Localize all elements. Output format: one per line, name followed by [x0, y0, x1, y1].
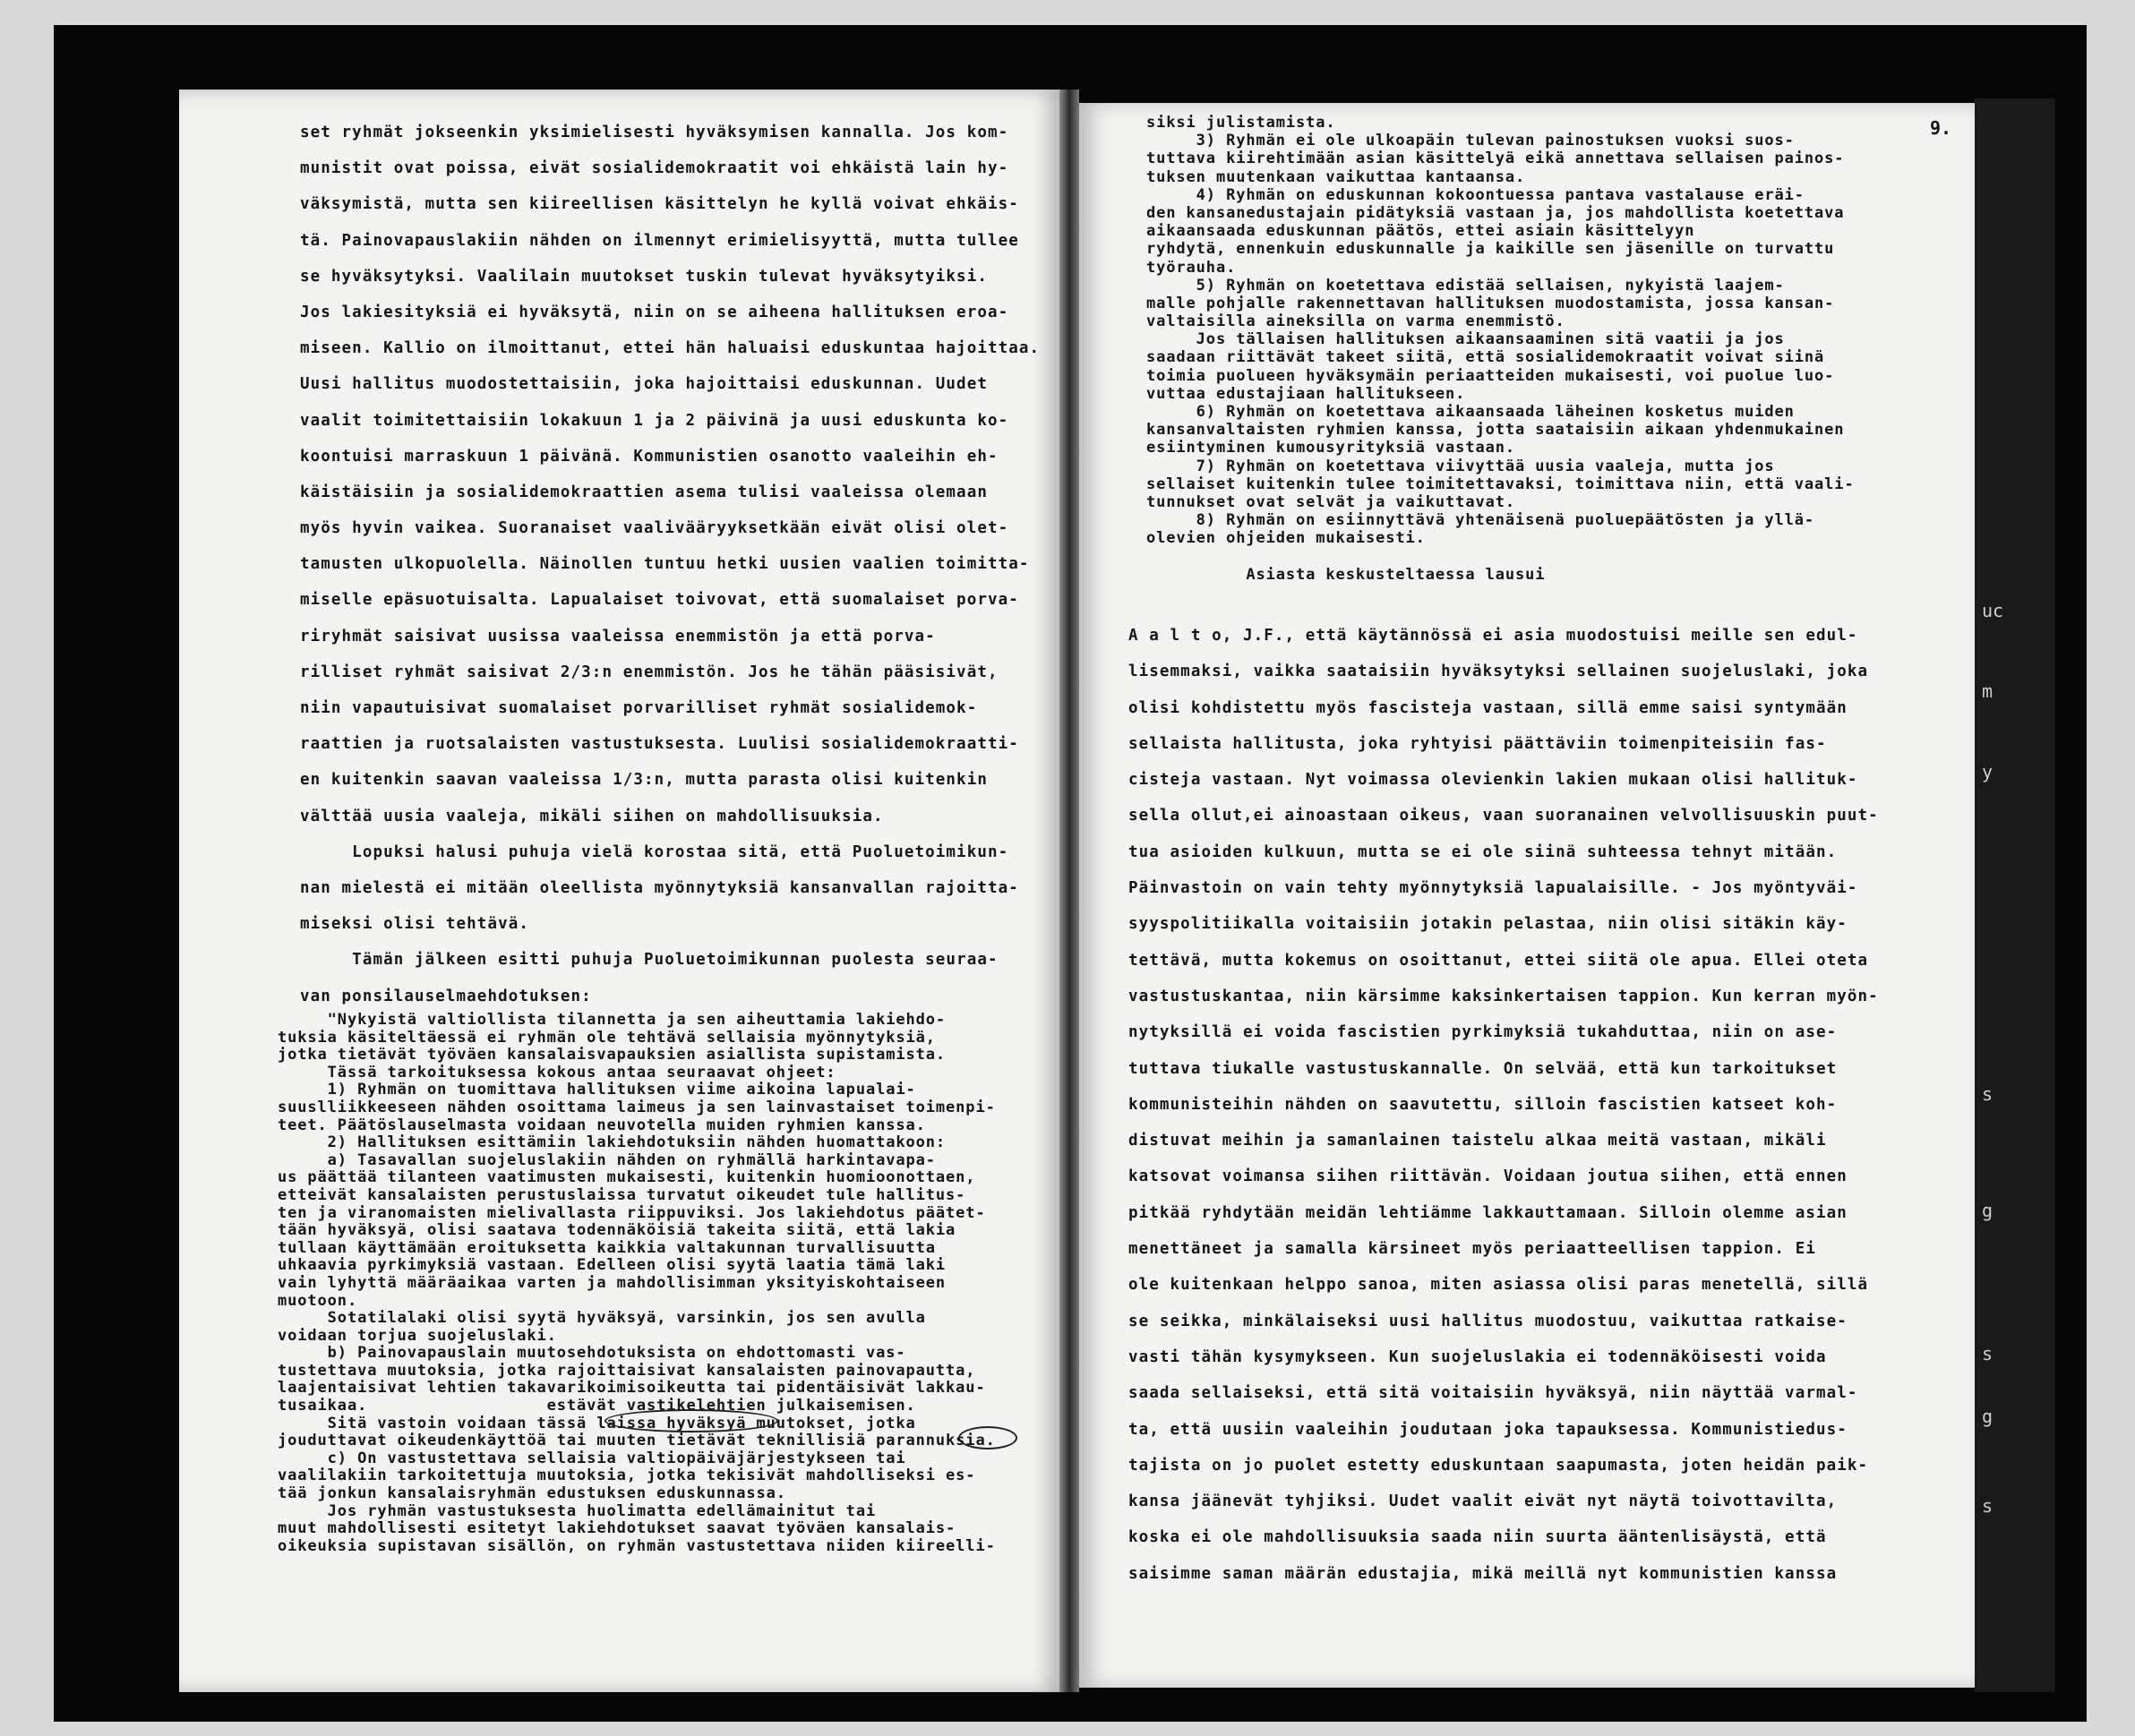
text-line: Asiasta keskusteltaessa lausui	[1146, 565, 1546, 584]
text-line: vaalit toimitettaisiin lokakuun 1 ja 2 päivinä ja uusi eduskunta ko-	[300, 411, 1009, 430]
text-line: välttää uusia vaaleja, mikäli siihen on mahdollisuuksia.	[300, 807, 884, 825]
text-line: valtaisilla aineksilla on varma enemmistö.	[1146, 312, 1565, 331]
text-line: cisteja vastaan. Nyt voimassa olevienkin lakien mukaan olisi hallituk-	[1128, 771, 1858, 790]
book-spine	[1059, 90, 1079, 1692]
left-main-text	[300, 115, 1040, 1014]
right-page	[1079, 103, 1975, 1688]
text-line: saisimme saman määrän edustajia, mikä meillä nyt kommunistien kanssa	[1128, 1564, 1838, 1583]
text-line: a) Tasavallan suojeluslakiin nähden on ryhmällä harkintavapa-	[278, 1150, 936, 1169]
text-line: väksymistä, mutta sen kiireellisen käsittelyn he kyllä voivat ehkäis-	[300, 195, 1019, 214]
next-page-edge	[1975, 98, 2055, 1692]
text-line: olisi kohdistettu myös fascisteja vastaan, sillä emme saisi syntymään	[1128, 698, 1848, 717]
text-line: riryhmät saisivat uusissa vaaleissa enemmistön ja että porva-	[300, 627, 936, 646]
text-line: myös hyvin vaikea. Suoranaiset vaalivääryyksetkään eivät olisi olet-	[300, 519, 1009, 538]
text-line: Tämän jälkeen esitti puhuja Puoluetoimikunnan puolesta seuraa-	[300, 951, 999, 970]
text-line: tustettava muutoksia, jotka rajoittaisivat kansalaisten painovapautta,	[278, 1361, 976, 1380]
text-line: syyspolitiikalla voitaisiin jotakin pelastaa, niin olisi sitäkin käy-	[1128, 915, 1848, 934]
text-line: Jos tällaisen hallituksen aikaansaaminen sitä vaatii ja jos	[1146, 330, 1785, 349]
page-number: 9.	[1930, 117, 1952, 139]
text-line: menettäneet ja samalla kärsineet myös periaatteellisen tappion. Ei	[1128, 1240, 1816, 1259]
text-line: miseksi olisi tehtävä.	[300, 915, 529, 934]
text-line: tuttava kiirehtimään asian käsittelyä eikä annettava sellaisen painos-	[1146, 150, 1845, 168]
text-line: sellaiset kuitenkin tulee toimitettavaksi, toimittava niin, että vaali-	[1146, 475, 1855, 493]
text-line: toimia puolueen hyväksymäin periaatteiden mukaisesti, voi puolue luo-	[1146, 366, 1835, 385]
text-line: niin vapautuisivat suomalaiset porvarilliset ryhmät sosialidemok-	[300, 699, 978, 717]
text-line: "Nykyistä valtiollista tilannetta ja sen aiheuttamia lakiehdo-	[278, 1011, 947, 1029]
text-line: 1) Ryhmän on tuomittava hallituksen viime aikoina lapualai-	[278, 1081, 916, 1099]
left-page	[179, 90, 1061, 1692]
text-line: jouduttavat oikeudenkäyttöä tai muuten tietävät teknillisiä parannuksia.	[278, 1432, 996, 1450]
text-line: jotka tietävät työväen kansalaisvapauksien asiallista supistamista.	[278, 1046, 947, 1065]
text-line: tettävä, mutta kokemus on osoittanut, ettei siitä ole apua. Ellei oteta	[1128, 951, 1869, 970]
text-line: muut mahdollisesti esitetyt lakiehdotukset saavat työväen kansalais-	[278, 1519, 956, 1538]
text-line: 6) Ryhmän on koetettava aikaansaada läheinen kosketus muiden	[1146, 403, 1795, 421]
handwritten-circle-mark	[604, 1409, 778, 1432]
text-line: pitkää ryhdytään meidän lehtiämme lakkauttamaan. Silloin olemme asian	[1128, 1203, 1848, 1222]
edge-mark: m	[1982, 680, 1994, 702]
text-line: b) Painovapauslain muutosehdotuksista on ehdottomasti vas-	[278, 1344, 906, 1363]
text-line: saada sellaiseksi, että sitä voitaisiin hyväksyä, niin näyttää varmal-	[1128, 1384, 1858, 1403]
text-line: ryhdytä, ennenkuin eduskunnalle ja kaikille sen jäsenille on turvattu	[1146, 240, 1835, 259]
text-line: 3) Ryhmän ei ole ulkoapäin tulevan painostuksen vuoksi suos-	[1146, 132, 1795, 150]
text-line: se hyväksytyksi. Vaalilain muutokset tuskin tulevat hyväksytyiksi.	[300, 267, 988, 286]
text-line: nan mielestä ei mitään oleellista myönnytyksiä kansanvallan rajoitta-	[300, 878, 1019, 897]
text-line: koska ei ole mahdollisuuksia saada niin suurta ääntenlisäystä, että	[1128, 1528, 1827, 1547]
text-line: se seikka, minkälaiseksi uusi hallitus muodostuu, vaikuttaa ratkaise-	[1128, 1312, 1848, 1330]
text-line: distuvat meihin ja samanlainen taistelu alkaa meitä vastaan, mikäli	[1128, 1132, 1827, 1150]
text-line: Uusi hallitus muodostettaisiin, joka hajoittaisi eduskunnan. Uudet	[300, 375, 988, 394]
text-line: Sotatilalaki olisi syytä hyväksyä, varsinkin, jos sen avulla	[278, 1309, 926, 1328]
text-line: ole kuitenkaan helppo sanoa, miten asiassa olisi paras menetellä, sillä	[1128, 1276, 1869, 1295]
text-line: käistäisiin ja sosialidemokraattien asema tulisi vaaleissa olemaan	[300, 483, 988, 501]
edge-mark: g	[1982, 1200, 1994, 1221]
text-line: 4) Ryhmän on eduskunnan kokoontuessa pantava vastalause eräi-	[1146, 185, 1805, 204]
text-line: Jos ryhmän vastustuksesta huolimatta edellämainitut tai	[278, 1501, 877, 1520]
text-line: Lopuksi halusi puhuja vielä korostaa sitä, että Puoluetoimikun-	[300, 842, 1009, 861]
text-line: tään hyväksyä, olisi saatava todennäköisiä takeita siitä, että lakia	[278, 1221, 956, 1240]
text-line: esiintyminen kumousyrityksiä vastaan.	[1146, 439, 1515, 458]
text-line: kansanvaltaisten ryhmien kanssa, jotta saataisiin aikaan yhdenmukainen	[1146, 421, 1845, 440]
text-line: Sitä vastoin voidaan tässä laissa hyväksyä muutokset, jotka	[278, 1414, 916, 1432]
text-line: tamusten ulkopuolella. Näinollen tuntuu hetki uusien vaalien toimitta-	[300, 555, 1030, 574]
text-line	[1146, 548, 1855, 566]
text-line: katsovat voimansa siihen riittävän. Voidaan joutua siihen, että ennen	[1128, 1167, 1848, 1186]
text-line: munistit ovat poissa, eivät sosialidemokraatit voi ehkäistä lain hy-	[300, 159, 1009, 178]
edge-mark: g	[1982, 1406, 1994, 1427]
text-line: tusaikaa. estävät vastikelehtien julkaisemisen.	[278, 1397, 916, 1415]
text-line: työrauha.	[1146, 258, 1237, 277]
text-line: malle pohjalle rakennettavan hallituksen muodostamista, jossa kansan-	[1146, 294, 1835, 312]
text-line: vaalilakiin tarkoitettuja muutoksia, jotka tekisivät mahdolliseksi es-	[278, 1467, 976, 1485]
text-line: tajista on jo puolet estetty eduskuntaan saapumasta, joten heidän paik-	[1128, 1456, 1869, 1475]
text-line: nytyksillä ei voida fascistien pyrkimyksiä tukahduttaa, niin on ase-	[1128, 1023, 1838, 1042]
text-line: van ponsilauselmaehdotuksen:	[300, 987, 592, 1005]
text-line: en kuitenkin saavan vaaleissa 1/3:n, mutta parasta olisi kuitenkin	[300, 771, 988, 790]
text-line: laajentaisivat lehtien takavarikoimisoikeutta tai pidentäisivät lakkau-	[278, 1379, 986, 1398]
text-line: teet. Päätöslauselmasta voidaan neuvotella muiden ryhmien kanssa.	[278, 1116, 926, 1134]
text-line: 5) Ryhmän on koetettava edistää sellaisen, nykyistä laajem-	[1146, 276, 1785, 295]
text-line: vain lyhyttä määräaikaa varten ja mahdollisimman yksityiskohtaiseen	[278, 1273, 947, 1292]
text-line: vuttaa edustajiaan hallitukseen.	[1146, 384, 1466, 403]
text-line: A a l t o, J.F., että käytännössä ei asia muodostuisi meille sen edul-	[1128, 627, 1858, 645]
text-line: oikeuksia supistavan sisällön, on ryhmän vastustettava niiden kiireelli-	[278, 1536, 996, 1555]
text-line: olevien ohjeiden mukaisesti.	[1146, 529, 1426, 548]
text-line: kommunisteihin nähden on saavutettu, silloin fascistien katseet koh-	[1128, 1095, 1838, 1114]
text-line: etteivät kansalaisten perustuslaissa turvatut oikeudet tule hallitus-	[278, 1185, 966, 1204]
handwritten-circle-mark	[958, 1426, 1017, 1450]
text-line: siksi julistamista.	[1146, 114, 1336, 132]
text-line: tullaan käyttämään eroituksetta kaikkia valtakunnan turvallisuutta	[278, 1238, 936, 1257]
text-line: rilliset ryhmät saisivat 2/3:n enemmistön. Jos he tähän pääsisivät,	[300, 663, 999, 681]
text-line: 2) Hallituksen esittämiin lakiehdotuksiin nähden huomattakoon:	[278, 1133, 947, 1152]
text-line: raattien ja ruotsalaisten vastustuksesta. Luulisi sosialidemokraatti-	[300, 735, 1019, 754]
text-line: set ryhmät jokseenkin yksimielisesti hyväksymisen kannalla. Jos kom-	[300, 124, 1009, 141]
edge-mark: s	[1982, 1083, 1994, 1105]
text-line: tuttava tiukalle vastustuskannalle. On selvää, että kun tarkoitukset	[1128, 1059, 1838, 1078]
edge-mark: y	[1982, 761, 1994, 782]
text-line: tä. Painovapauslakiin nähden on ilmennyt erimielisyyttä, mutta tullee	[300, 231, 1019, 250]
text-line: Päinvastoin on vain tehty myönnytyksiä lapualaisille. - Jos myöntyväi-	[1128, 879, 1858, 898]
edge-mark: s	[1982, 1495, 1994, 1517]
text-line: suuslliikkeeseen nähden osoittama laimeus ja sen lainvastaiset toimenpi-	[278, 1098, 996, 1116]
text-line: c) On vastustettava sellaisia valtiopäiväjärjestykseen tai	[278, 1449, 906, 1467]
edge-mark: uc	[1982, 600, 2004, 621]
text-line: tää jonkun kansalaisryhmän edustuksen eduskunnassa.	[278, 1484, 786, 1503]
right-main-text	[1128, 618, 1879, 1592]
text-line: tuksen muutenkaan vaikuttaa kantaansa.	[1146, 167, 1526, 186]
text-line: miselle epäsuotuisalta. Lapualaiset toivovat, että suomalaiset porva-	[300, 591, 1019, 610]
text-line: saadaan riittävät takeet siitä, että sosialidemokraatit voivat siinä	[1146, 348, 1825, 367]
text-line: lisemmaksi, vaikka saataisiin hyväksytyksi sellainen suojeluslaki, joka	[1128, 663, 1869, 681]
text-line: 7) Ryhmän on koetettava viivyttää uusia vaaleja, mutta jos	[1146, 457, 1775, 475]
text-line: us päättää tilanteen vaatimusten mukaisesti, kuitenkin huomioonottaen,	[278, 1168, 976, 1187]
text-line: aikaansaada eduskunnan päätös, ettei asiain käsittelyyn	[1146, 222, 1695, 241]
text-line: ta, että uusiin vaaleihin joudutaan joka tapauksessa. Kommunistiedus-	[1128, 1420, 1848, 1439]
text-line: sellaista hallitusta, joka ryhtyisi päättäviin toimenpiteisiin fas-	[1128, 734, 1827, 753]
text-line: Tässä tarkoituksessa kokous antaa seuraavat ohjeet:	[278, 1063, 836, 1082]
text-line: Jos lakiesityksiä ei hyväksytä, niin on se aiheena hallituksen eroa-	[300, 303, 1009, 321]
text-line: muotoon.	[278, 1291, 358, 1310]
text-line: vastustuskantaa, niin kärsimme kaksinkertaisen tappion. Kun kerran myön-	[1128, 987, 1879, 1005]
left-resolution-text	[278, 1012, 996, 1555]
text-line: den kansanedustajain pidätyksiä vastaan ja, jos mahdollista koetettava	[1146, 203, 1845, 222]
text-line: tunnukset ovat selvät ja vaikuttavat.	[1146, 492, 1515, 511]
text-line: uhkaavia pyrkimyksiä vastaan. Edelleen olisi syytä laatia tämä laki	[278, 1256, 947, 1275]
text-line: sella ollut,ei ainoastaan oikeus, vaan suoranainen velvollisuuskin puut-	[1128, 807, 1879, 825]
right-resolution-text	[1146, 114, 1855, 584]
edge-mark: s	[1982, 1343, 1994, 1364]
text-line: voidaan torjua suojeluslaki.	[278, 1326, 557, 1345]
text-line: tua asioiden kulkuun, mutta se ei ole siinä suhteessa tehnyt mitään.	[1128, 842, 1838, 861]
text-line: vasti tähän kysymykseen. Kun suojeluslakia ei todennäköisesti voida	[1128, 1347, 1827, 1366]
text-line: koontuisi marraskuun 1 päivänä. Kommunistien osanotto vaaleihin eh-	[300, 447, 999, 466]
text-line: ten ja viranomaisten mielivallasta riippuviksi. Jos lakiehdotus päätet-	[278, 1203, 986, 1222]
text-line: tuksia käsiteltäessä ei ryhmän ole tehtävä sellaisia myönnytyksiä,	[278, 1028, 936, 1047]
text-line: 8) Ryhmän on esiinnyttävä yhtenäisenä puoluepäätösten ja yllä-	[1146, 511, 1815, 530]
text-line: miseen. Kallio on ilmoittanut, ettei hän haluaisi eduskuntaa hajoittaa.	[300, 339, 1041, 358]
text-line: kansa jäänevät tyhjiksi. Uudet vaalit eivät nyt näytä toivottavilta,	[1128, 1492, 1838, 1511]
